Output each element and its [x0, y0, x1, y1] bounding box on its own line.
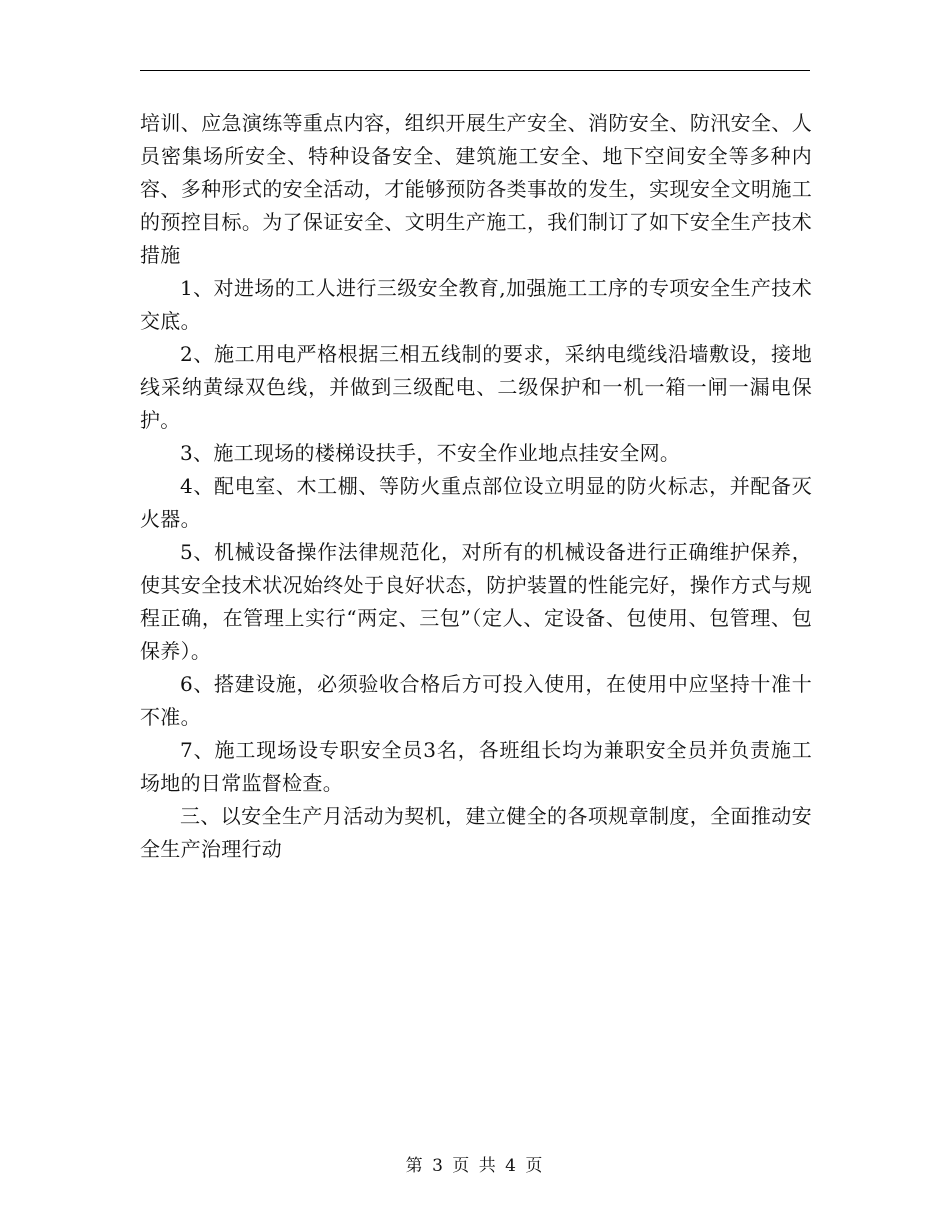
header-rule: [140, 70, 810, 71]
paragraph-item-4: 4、配电室、木工棚、等防火重点部位设立明显的防火标志，并配备灭火器。: [140, 474, 812, 531]
paragraph-item-1: 1、对进场的工人进行三级安全教育,加强施工工序的专项安全生产技术交底。: [140, 276, 812, 333]
paragraph-item-6: 6、搭建设施，必须验收合格后方可投入使用，在使用中应坚持十准十不准。: [140, 672, 812, 729]
paragraph-intro: 培训、应急演练等重点内容，组织开展生产安全、消防安全、防汛安全、人员密集场所安全、特种设备安全、建筑施工安全、地下空间安全等多种内容、多种形式的安全活动，才能够预防各类事故的发生，实现安全文明施工的预控目标。为了保证安全、文明生产施工，我们制订了如下安全生产技术措施: [140, 111, 812, 267]
page-number-footer: 第 3 页 共 4 页: [405, 1156, 545, 1176]
document-body: [140, 107, 812, 866]
paragraph-item-5: 5、机械设备操作法律规范化，对所有的机械设备进行正确维护保养，使其安全技术状况始终处于良好状态，防护装置的性能完好，操作方式与规程正确，在管理上实行“两定、三包”（定人、定设备、包使用、包管理、包保养）。: [140, 540, 812, 663]
paragraph-item-7: 7、施工现场设专职安全员3名，各班组长均为兼职安全员并负责施工场地的日常监督检查。: [140, 738, 812, 795]
paragraph-item-2: 2、施工用电严格根据三相五线制的要求，采纳电缆线沿墙敷设，接地线采纳黄绿双色线，并做到三级配电、二级保护和一机一箱一闸一漏电保护。: [140, 342, 812, 432]
paragraph-section-3: 三、以安全生产月活动为契机，建立健全的各项规章制度，全面推动安全生产治理行动: [140, 804, 812, 861]
paragraph-item-3: 3、施工现场的楼梯设扶手，不安全作业地点挂安全网。: [180, 441, 681, 465]
